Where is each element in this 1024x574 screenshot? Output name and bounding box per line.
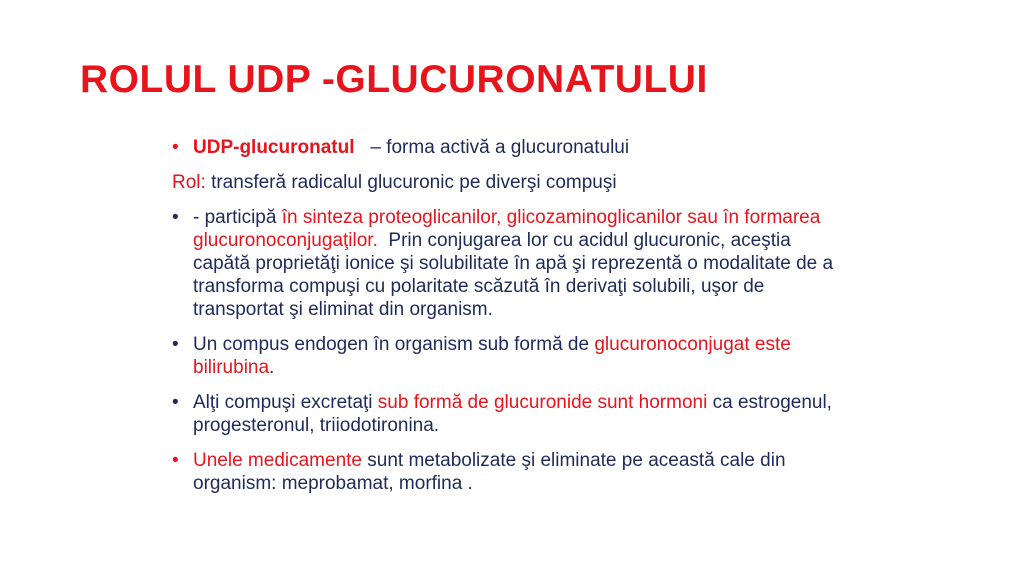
slide-content bbox=[172, 136, 852, 507]
definition-text: – forma activă a glucuronatului bbox=[370, 137, 630, 158]
glucuronides-highlight: sub formă de glucuronide sunt hormoni bbox=[377, 392, 708, 413]
term-gap bbox=[355, 137, 371, 158]
slide-title: ROLUL UDP -GLUCURONATULUI bbox=[80, 58, 708, 101]
hormones-list: ca estrogenul, progesteronul, triiodotironina. bbox=[193, 392, 832, 436]
bilirubin-highlight: este bilirubina bbox=[193, 334, 791, 378]
synthesis-highlight: în sinteza proteoglicanilor, glicozaminoglicanilor sau în formarea glucuronoconjugaţilor. bbox=[193, 207, 821, 251]
slide-top-strip bbox=[0, 0, 1024, 10]
bullet-marker: • bbox=[172, 392, 179, 413]
bilirubin-lead: Un compus endogen în organism sub formă de bbox=[193, 334, 595, 355]
bullet-participation bbox=[172, 206, 852, 321]
bilirubin-end: . bbox=[269, 357, 275, 378]
participation-lead: - participă bbox=[193, 207, 282, 228]
conjugation-text: Prin conjugarea lor cu acidul glucuronic, aceştia capătă proprietăţi ionice şi solubilitate în apă şi reprezentă o modalitate de a transforma compuşi cu polaritate scăzută în derivaţi solubili, uşor de transportat şi eliminat din organism. bbox=[193, 230, 839, 320]
bullet-medications bbox=[172, 449, 852, 495]
role-text: transferă radicalul glucuronic pe diverşi compuşi bbox=[205, 172, 617, 193]
bullet-udp-glucuronatul bbox=[172, 136, 852, 159]
bullet-marker: • bbox=[172, 450, 179, 471]
bullet-marker: • bbox=[172, 334, 179, 355]
glucuronoconjugat-highlight: glucuronoconjugat bbox=[594, 334, 750, 355]
role-paragraph bbox=[172, 171, 852, 194]
bullet-hormones bbox=[172, 391, 852, 437]
bullet-marker: • bbox=[172, 207, 179, 228]
medications-text: sunt metabolizate şi eliminate pe această cale din organism: meprobamat, morfina . bbox=[193, 450, 786, 494]
role-label: Rol: bbox=[172, 172, 206, 193]
term-udp-glucuronatul: UDP-glucuronatul bbox=[193, 137, 355, 158]
bullet-marker: • bbox=[172, 137, 179, 158]
medications-highlight: Unele medicamente bbox=[193, 450, 362, 471]
hormones-lead: Alţi compuşi excretaţi bbox=[193, 392, 378, 413]
bullet-bilirubin bbox=[172, 333, 852, 379]
